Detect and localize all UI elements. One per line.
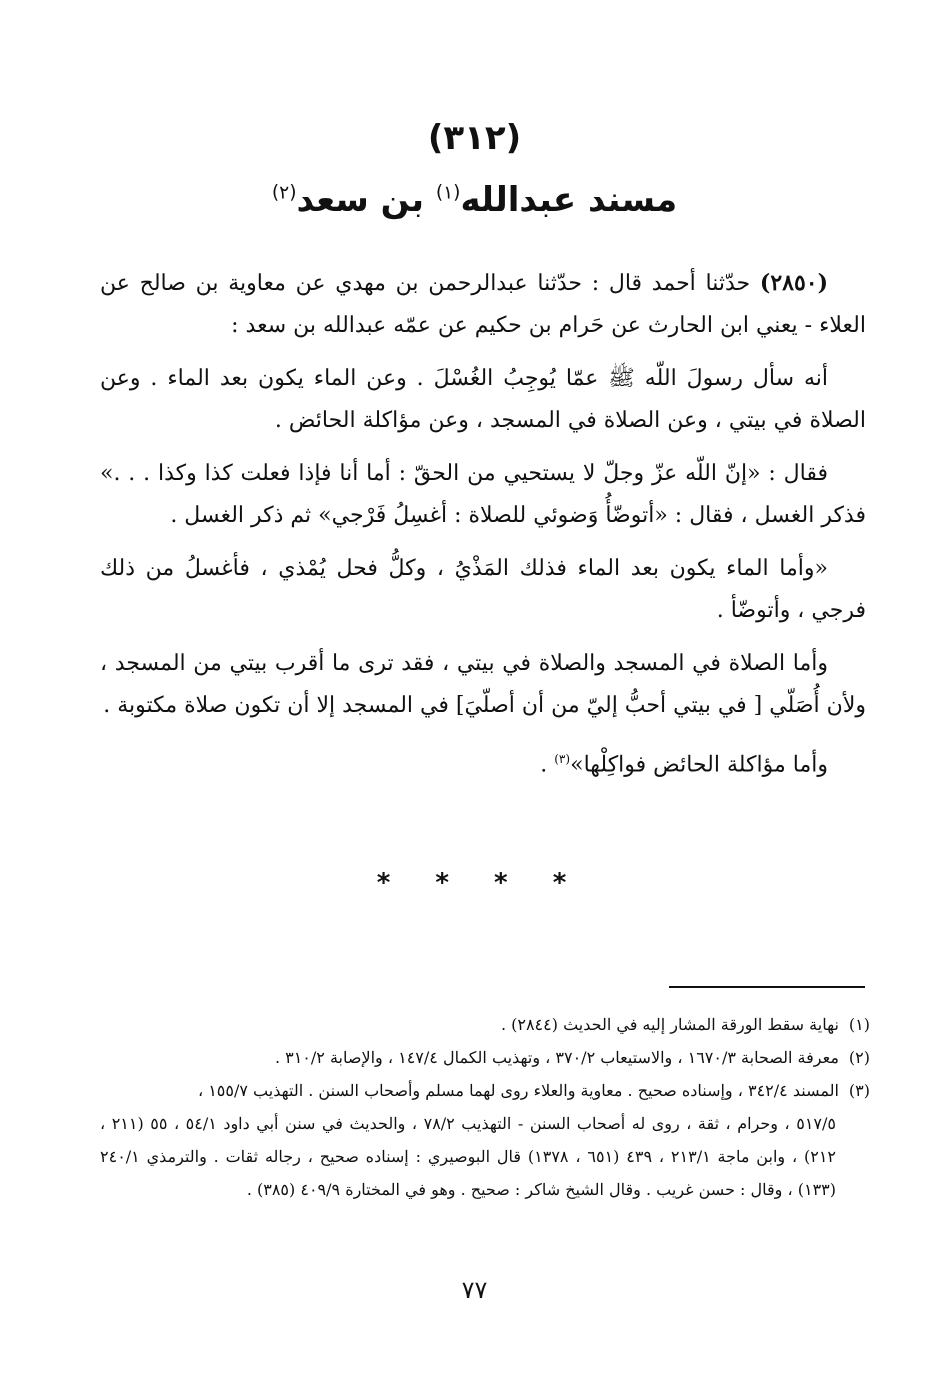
footnote-3 — [100, 1074, 870, 1107]
title-main: مسند عبدالله — [460, 180, 678, 220]
hadith-prayer-paragraph: وأما الصلاة في المسجد والصلاة في بيتي ، فقد ترى ما أقرب بيتي من المسجد ، ولأن أُصَلّي [ في بيتي أحبُّ إليّ من أن أصلّيَ] في المسجد إلا أن تكون صلاة مكتوبة . — [100, 651, 866, 718]
footnote-marker: (١) — [848, 1015, 870, 1034]
section-number: (٣١٢) — [427, 118, 522, 158]
hadith-final-text: وأما مؤاكلة الحائض فواكِلْها» — [570, 752, 828, 778]
footnote-text: نهاية سقط الورقة المشار إليه في الحديث (٢٨٤٤) . — [500, 1015, 839, 1034]
footnote-divider — [669, 986, 865, 988]
section-title — [0, 180, 949, 220]
title-footnote-ref-1[interactable]: (١) — [435, 182, 461, 204]
hadith-body — [100, 262, 866, 797]
hadith-madhy-paragraph: «وأما الماء يكون بعد الماء فذلك المَذْيُ ، وكلُّ فحل يُمْذي ، فأغسلُ من ذلك فرجي ، وأتوضّأ . — [100, 556, 866, 623]
body-footnote-ref-3[interactable]: (٣) — [554, 752, 571, 766]
footnote-text: معرفة الصحابة ١٦٧٠/٣ ، والاستيعاب ٣٧٠/٢ ، وتهذيب الكمال ١٤٧/٤ ، والإصابة ٣١٠/٢ . — [274, 1048, 839, 1067]
footnote-text: المسند ٣٤٢/٤ ، وإسناده صحيح . معاوية والعلاء روى لهما مسلم وأصحاب السنن . التهذيب ١٥٥/٧ ، — [197, 1081, 839, 1100]
footnote-marker: (٢) — [848, 1048, 870, 1067]
footnote-3-continuation: ٥١٧/٥ ، وحرام ، ثقة ، روى له أصحاب السنن - التهذيب ٧٨/٢ ، والحديث في سنن أبي داود ٥٤/١ ، ٥٥ (٢١١ ، ٢١٢) ، وابن ماجة ٢١٣/١ ، ٤٣٩ (٦٥١ ، ١٣٧٨) قال البوصيري : إسناده صحيح ، رجاله ثقات . والترمذي ٢٤٠/١ (١٣٣) ، وقال : حسن غريب . وقال الشيخ شاكر : صحيح . وهو في المختارة ٤٠٩/٩ (٣٨٥) . — [100, 1114, 837, 1199]
title-rest: بن سعد — [296, 180, 436, 220]
separator-star: * — [552, 868, 573, 898]
footnotes-section — [100, 1008, 870, 1206]
page-number: ٧٧ — [461, 1276, 488, 1304]
section-separator — [0, 868, 949, 898]
footnote-2 — [100, 1041, 870, 1074]
separator-star: * — [494, 868, 514, 898]
separator-star: * — [435, 868, 455, 898]
footnote-1 — [100, 1008, 870, 1041]
separator-star: * — [376, 868, 397, 898]
hadith-answer-paragraph: فقال : «إنّ اللّه عزّ وجلّ لا يستحيي من الحقّ : أما أنا فإذا فعلت كذا وكذا . . .» فذكر الغسل ، فقال : «أتوضّأُ وَضوئي للصلاة : أغسِلُ فَرْجي» ثم ذكر الغسل . — [100, 461, 866, 528]
hadith-isnad-paragraph — [100, 262, 866, 347]
hadith-isnad-text: حدّثنا أحمد قال : حدّثنا عبدالرحمن بن مهدي عن معاوية بن صالح عن العلاء - يعني ابن الحارث عن حَرام بن حكيم عن عمّه عبدالله بن سعد : — [100, 271, 866, 338]
hadith-number: (٢٨٥٠) — [759, 270, 828, 296]
hadith-final-end: . — [540, 752, 555, 778]
hadith-menstruation-paragraph — [100, 738, 866, 786]
hadith-question-paragraph: أنه سأل رسولَ اللّه ﷺ عمّا يُوجِبُ الغُسْلَ . وعن الماء يكون بعد الماء . وعن الصلاة في بيتي ، وعن الصلاة في المسجد ، وعن مؤاكلة الحائض . — [100, 366, 866, 433]
footnote-marker: (٣) — [848, 1081, 870, 1100]
title-footnote-ref-2[interactable]: (٢) — [271, 182, 297, 204]
